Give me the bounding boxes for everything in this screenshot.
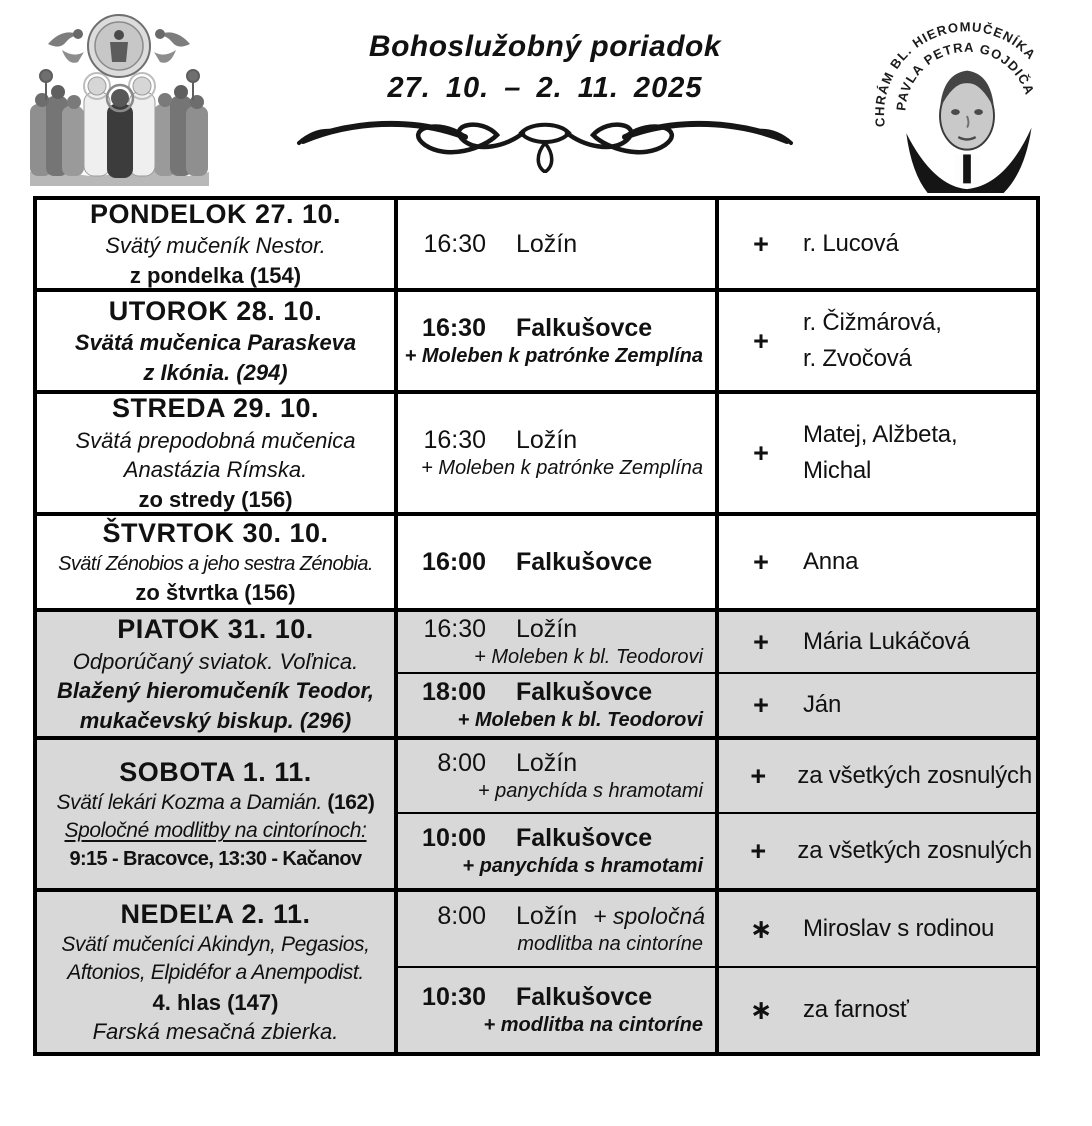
table-row-tuesday — [37, 292, 1036, 394]
seal-arc-bottom-text: PAVLA PETRA GOJDIČA — [893, 39, 1038, 112]
day-line: z pondelka (154) — [129, 262, 302, 288]
service-place: Falkušovce — [516, 824, 653, 852]
day-line-text: Svätí lekári Kozma a Damián. — [56, 791, 322, 815]
service — [398, 814, 715, 888]
day-title: NEDEĽA 2. 11. — [120, 898, 311, 929]
day-line: 4. hlas (147) — [152, 989, 279, 1015]
intention — [719, 892, 1036, 968]
intentions-cell — [719, 892, 1036, 1052]
service-note: + Moleben k patrónke Zemplína — [421, 457, 703, 479]
day-cell — [37, 200, 398, 288]
day-line: Farská mesačná zbierka. — [92, 1019, 339, 1044]
day-line: Svätí mučeníci Akindyn, Pegasios, — [61, 933, 370, 957]
intention-symbol: + — [753, 546, 769, 577]
intention — [719, 612, 1036, 674]
service — [398, 892, 715, 968]
intentions-cell — [719, 200, 1036, 288]
day-cell — [37, 740, 398, 888]
day-cell — [37, 892, 398, 1052]
day-cell — [37, 292, 398, 390]
service — [398, 740, 715, 814]
service — [398, 612, 715, 674]
service-note: modlitba na cintoríne — [517, 933, 703, 955]
intention-symbol: ∗ — [749, 994, 773, 1025]
intention — [719, 814, 1036, 888]
day-line — [57, 789, 375, 817]
table-row-monday — [37, 200, 1036, 292]
day-title: STREDA 29. 10. — [111, 394, 320, 423]
service-place: Ložín — [516, 615, 578, 643]
day-line: Svätá mučenica Paraskeva — [74, 330, 357, 356]
table-row-friday — [37, 612, 1036, 740]
service-time: 16:30 — [422, 314, 486, 342]
intention-name: Mária Lukáčová — [803, 628, 970, 655]
day-line: Svätá prepodobná mučenica — [75, 427, 356, 453]
day-cell — [37, 394, 398, 512]
page-title: Bohoslužobný poriadok — [368, 30, 722, 63]
intentions-cell — [719, 292, 1036, 390]
intention — [719, 740, 1036, 814]
service — [398, 516, 715, 608]
services-cell — [398, 394, 719, 512]
intention-name-line: r. Čižmárová, — [803, 309, 942, 336]
service-time: 10:00 — [422, 824, 486, 852]
service-time: 16:30 — [423, 426, 486, 454]
service-place: Falkušovce — [516, 314, 653, 342]
intention-name: za všetkých zosnulých — [797, 762, 1032, 789]
table-row-saturday — [37, 740, 1036, 892]
intention-name: za farnosť — [803, 996, 909, 1023]
table-row-wednesday — [37, 394, 1036, 516]
intention-symbol: + — [753, 689, 769, 720]
service-place: Ložín — [516, 229, 578, 258]
day-line: zo štvrtka (156) — [135, 579, 296, 605]
day-line: Spoločné modlitby na cintorínoch: — [64, 819, 367, 843]
service-place: Ložín — [516, 902, 578, 930]
gojdic-portrait — [906, 71, 1031, 193]
intention — [719, 292, 1036, 390]
intention-name-line: Michal — [803, 457, 872, 484]
service-note-inline: + spoločná — [593, 903, 706, 929]
service-place: Falkušovce — [516, 547, 653, 576]
day-line: z Ikónia. (294) — [143, 359, 288, 385]
flourish-ornament — [295, 111, 795, 173]
service-note: + Moleben k bl. Teodorovi — [474, 646, 703, 668]
day-title: SOBOTA 1. 11. — [119, 756, 312, 787]
services-cell — [398, 740, 719, 888]
intention-symbol: ∗ — [749, 913, 773, 944]
service-time: 16:00 — [422, 547, 486, 576]
service — [398, 394, 715, 512]
day-cell — [37, 516, 398, 608]
intention — [719, 968, 1036, 1052]
services-cell — [398, 892, 719, 1052]
service-place: Ložín — [516, 749, 578, 777]
intention-name — [803, 417, 957, 489]
day-line: Svätí Zénobios a jeho sestra Zénobia. — [58, 552, 373, 575]
intentions-cell — [719, 394, 1036, 512]
service — [398, 968, 715, 1052]
intentions-cell — [719, 516, 1036, 608]
day-line: Anastázia Rímska. — [123, 457, 308, 483]
schedule-table — [33, 196, 1040, 1056]
service-place: Falkušovce — [516, 983, 653, 1011]
intention-name: za všetkých zosnulých — [797, 837, 1032, 864]
service-place: Falkušovce — [516, 678, 653, 706]
intention-symbol: + — [750, 760, 767, 791]
service-time: 18:00 — [422, 678, 486, 706]
service-time: 8:00 — [437, 749, 486, 777]
intentions-cell — [719, 740, 1036, 888]
date-range: 27. 10. – 2. 11. 2025 — [387, 72, 703, 104]
intention-symbol: + — [750, 835, 767, 866]
ascension-icon — [22, 8, 217, 188]
service-note: + panychída s hramotami — [462, 855, 703, 877]
day-line: Aftonios, Elpidéfor a Anempodist. — [67, 961, 364, 985]
intention-name: r. Lucová — [803, 230, 899, 257]
day-title: PONDELOK 27. 10. — [89, 200, 342, 229]
service — [398, 292, 715, 390]
day-line: Odporúčaný sviatok. Voľnica. — [72, 648, 359, 674]
intention-symbol: + — [753, 228, 769, 259]
service-time: 10:30 — [422, 983, 486, 1011]
day-line: mukačevský biskup. (296) — [79, 707, 352, 733]
intention-name: Ján — [803, 691, 842, 718]
intention-name-line: r. Zvočová — [803, 345, 912, 372]
day-title: PIATOK 31. 10. — [117, 613, 314, 644]
service-note: + Moleben k patrónke Zemplína — [404, 345, 703, 367]
intention-symbol: + — [753, 325, 769, 356]
services-cell — [398, 516, 719, 608]
parish-seal — [862, 8, 1072, 193]
intention-name: Miroslav s rodinou — [803, 915, 995, 942]
services-cell — [398, 612, 719, 736]
day-line-ref: (162) — [327, 791, 375, 815]
day-title: UTOROK 28. 10. — [108, 295, 323, 326]
service-note: + panychída s hramotami — [477, 780, 703, 802]
intention — [719, 674, 1036, 736]
intention — [719, 394, 1036, 512]
service-time: 16:30 — [423, 229, 486, 258]
services-cell — [398, 292, 719, 390]
service-time: 16:30 — [423, 615, 486, 643]
intention-name: Anna — [803, 548, 859, 575]
service-note: + modlitba na cintoríne — [483, 1014, 703, 1036]
intention — [719, 200, 1036, 288]
intention-symbol: + — [753, 437, 769, 468]
table-row-thursday — [37, 516, 1036, 612]
day-line: 9:15 - Bracovce, 13:30 - Kačanov — [69, 847, 362, 870]
intention-name-line: Matej, Alžbeta, — [803, 421, 958, 448]
intention-name — [803, 305, 942, 377]
intentions-cell — [719, 612, 1036, 736]
day-title: ŠTVRTOK 30. 10. — [102, 518, 329, 548]
intention — [719, 516, 1036, 608]
day-cell — [37, 612, 398, 736]
day-line: Blažený hieromučeník Teodor, — [56, 678, 375, 704]
service-note: + Moleben k bl. Teodorovi — [457, 709, 703, 731]
day-line: zo stredy (156) — [138, 486, 293, 512]
service-time: 8:00 — [437, 902, 486, 930]
service — [398, 200, 715, 288]
seal-arc-top-text: CHRÁM BL. HIEROMUČENÍKA — [871, 19, 1040, 128]
day-line: Svätý mučeník Nestor. — [105, 233, 326, 259]
header — [278, 30, 812, 173]
service-place: Ložín — [516, 426, 578, 454]
service — [398, 674, 715, 736]
services-cell — [398, 200, 719, 288]
table-row-sunday — [37, 892, 1036, 1052]
intention-symbol: + — [753, 626, 769, 657]
